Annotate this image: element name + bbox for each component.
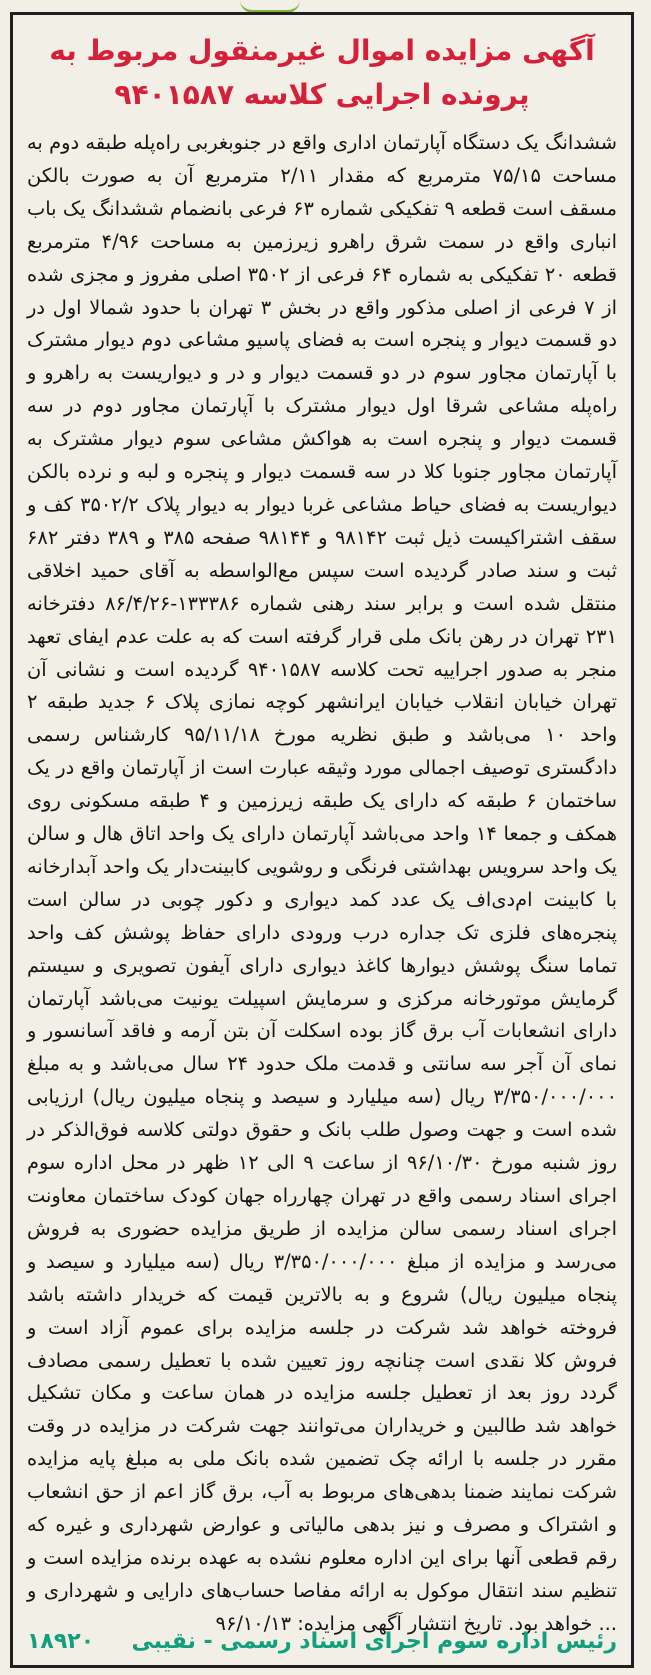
title-line-2: پرونده اجرایی کلاسه ۹۴۰۱۵۸۷ — [114, 78, 530, 111]
notice-frame — [10, 12, 634, 1668]
notice-body — [27, 127, 617, 1641]
notice-footer — [27, 1623, 617, 1659]
notice-title — [27, 29, 617, 117]
ad-code: ۱۸۹۲۰ — [27, 1628, 95, 1654]
title-line-1: آگهی مزایده اموال غیرمنقول مربوط به — [49, 34, 595, 67]
signature: رئیس اداره سوم اجرای اسناد رسمی - نقیبی — [131, 1628, 617, 1654]
notice-body-text: ششدانگ یک دستگاه آپارتمان اداری واقع در جنوبغربی راه‌پله طبقه دوم به مساحت ۷۵/۱۵ مترمربع که مقدار ۲/۱۱ مترمربع آن به صورت بالکن مسقف است قطعه ۹ تفکیکی شماره ۶۳ فرعی بانضمام ششدانگ یک باب انباری واقع در سمت شرق راهرو زیرزمین به مساحت ۴/۹۶ مترمربع قطعه ۲۰ تفکیکی به شماره ۶۴ فرعی از ۳۵۰۲ اصلی مفروز و مجزی شده از ۷ فرعی از اصلی مذکور واقع در بخش ۳ تهران با حدود شمالا اول در دو قسمت دیوار و پنجره است به فضای پاسیو مشاعی دوم دیوار مشترک با آپارتمان مجاور سوم در دو قسمت دیوار و در و دیواریست به راهرو و راه‌پله مشاعی شرقا اول دیوار مشترک با آپارتمان مجاور دوم در سه قسمت دیوار و پنجره است به هواکش مشاعی سوم دیوار مشترک به آپارتمان مجاور جنوبا کلا در سه قسمت دیوار و پنجره و لبه و نرده بالکن دیواریست به فضای حیاط مشاعی غربا دیوار به دیوار پلاک ۳۵۰۲/۲ کف و سقف اشتراکیست ذیل ثبت ۹۸۱۴۲ و ۹۸۱۴۴ صفحه ۳۸۵ و ۳۸۹ دفتر ۶۸۲ ثبت و سند صادر گردیده است سپس مع‌الواسطه به آقای حمید اخلاقی منتقل شده است و برابر سند رهنی شماره ۱۳۳۳۸۶-۸۶/۴/۲۶ دفترخانه ۲۳۱ تهران در رهن بانک ملی قرار گرفته است که به علت عدم ایفای تعهد منجر به صدور اجراییه تحت کلاسه ۹۴۰۱۵۸۷ گردیده است و نشانی آن تهران خیابان انقلاب خیابان ایرانشهر کوچه نمازی پلاک ۶ جدید طبقه ۲ واحد ۱۰ می‌باشد و طبق نظریه مورخ ۹۵/۱۱/۱۸ کارشناس رسمی دادگستری توصیف اجمالی مورد وثیقه عبارت است از آپارتمان واقع در یک ساختمان ۶ طبقه که دارای یک طبقه زیرزمین و ۴ طبقه مسکونی روی همکف و جمعا ۱۴ واحد می‌باشد آپارتمان دارای یک واحد اتاق هال و سالن یک واحد سرویس بهداشتی فرنگی و روشویی کابینت‌دار یک واحد آبدارخانه با کابینت ام‌دی‌اف یک عدد کمد دیواری و دکور چوبی در سالن است پنجره‌های فلزی تک جداره درب ورودی دارای حفاظ پوشش کف واحد تماما سنگ پوشش دیوارها کاغذ دیواری دارای آیفون تصویری و سیستم گرمایش موتورخانه مرکزی و سرمایش اسپیلت یونیت می‌باشد آپارتمان دارای انشعابات آب برق گاز بوده اسکلت آن بتن آرمه و فاقد آسانسور و نمای آن آجر سه سانتی و قدمت ملک حدود ۲۴ سال می‌باشد و به مبلغ ۳/۳۵۰/۰۰۰/۰۰۰ ریال (سه میلیارد و سیصد و پنجاه میلیون ریال) ارزیابی شده است و جهت وصول طلب بانک و حقوق دولتی کلاسه فوق‌الذکر در روز شنبه مورخ ۹۶/۱۰/۳۰ از ساعت ۹ الی ۱۲ ظهر در محل اداره سوم اجرای اسناد رسمی واقع در تهران چهارراه جهان کودک ساختمان معاونت اجرای اسناد رسمی سالن مزایده از طریق مزایده حضوری به فروش می‌رسد و مزایده از مبلغ ۳/۳۵۰/۰۰۰/۰۰۰ ریال (سه میلیارد و سیصد و پنجاه میلیون ریال) شروع و به بالاترین قیمت که خریدار داشته باشد فروخته خواهد شد شرکت در جلسه مزایده برای عموم آزاد است و فروش کلا نقدی است چنانچه روز تعیین شده با تعطیل رسمی مصادف گردد روز بعد از تعطیل جلسه مزایده در همان ساعت و مکان تشکیل خواهد شد طالبین و خریداران می‌توانند جهت شرکت در مزایده در وقت مقرر در جلسه با ارائه چک تضمین شده بانک ملی به مبلغ پایه مزایده شرکت نمایند ضمنا بدهی‌های مربوط به آب، برق گاز اعم از حق انشعاب و اشتراک و مصرف و نیز بدهی مالیاتی و عوارض شهرداری و غیره که رقم قطعی آنها برای این اداره معلوم نشده به عهده برنده مزایده است و تنظیم سند انتقال موکول به ارائه مفاصا حساب‌های دارایی و شهرداری و ... خواهد بود. تاریخ انتشار آگهی مزایده: ۹۶/۱۰/۱۳ — [27, 131, 618, 1635]
